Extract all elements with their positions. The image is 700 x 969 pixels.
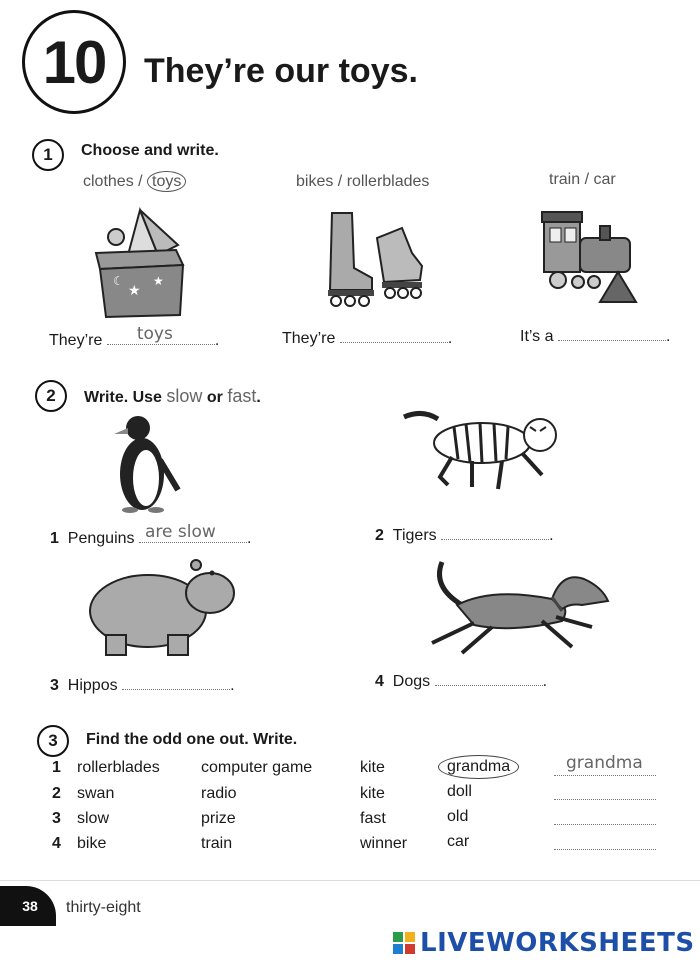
answer-field-row-3[interactable] (554, 810, 656, 825)
hippo-illustration (72, 555, 237, 660)
tiger-illustration (402, 405, 567, 495)
exercise-1-instruction: Choose and write. (81, 142, 219, 159)
sentence-3: It’s a . (520, 328, 671, 345)
svg-text:★: ★ (153, 274, 164, 288)
answer-field-row-4[interactable] (554, 835, 656, 850)
answer-field-penguins[interactable]: are slow (139, 528, 247, 543)
answer-field-2[interactable] (340, 328, 448, 343)
sentence-2: They’re . (282, 330, 453, 347)
page-number-badge: 38 (0, 886, 56, 926)
svg-text:☾: ☾ (113, 274, 124, 288)
sentence-penguins: 1 Penguins are slow . (50, 522, 252, 547)
unit-number-badge (22, 10, 126, 114)
liveworksheets-logo-text[interactable]: LIVEWORKSHEETS (420, 928, 695, 958)
liveworksheets-logo-icon (393, 932, 415, 954)
circled-word: grandma (438, 755, 519, 779)
page-number-words: thirty-eight (66, 899, 141, 916)
sentence-tigers: 2 Tigers . (375, 527, 554, 544)
choice-pair-3: train / car (549, 171, 616, 188)
exercise-3-instruction: Find the odd one out. Write. (86, 731, 298, 748)
circled-choice: toys (147, 171, 186, 192)
sentence-dogs: 4 Dogs . (375, 673, 548, 690)
answer-field-row-2[interactable] (554, 785, 656, 800)
answer-field-tigers[interactable] (441, 525, 549, 540)
toy-box-illustration (88, 205, 188, 320)
rollerblades-illustration (322, 208, 432, 308)
exercise-2-instruction: Write. Use slow or fast. (84, 386, 261, 406)
exercise-number-2: 2 (35, 380, 67, 412)
sentence-hippos: 3 Hippos . (50, 677, 235, 694)
answer-field-1[interactable]: toys (107, 330, 215, 345)
sentence-1: They’re toys . (49, 324, 220, 349)
exercise-number-1: 1 (32, 139, 64, 171)
page-title: They’re our toys. (144, 52, 418, 90)
penguin-illustration (100, 410, 190, 518)
answer-field-hippos[interactable] (122, 675, 230, 690)
exercise-number-3: 3 (37, 725, 69, 757)
answer-field-dogs[interactable] (435, 671, 543, 686)
dog-illustration (402, 557, 614, 662)
choice-pair-1: clothes / toys (83, 173, 186, 191)
answer-field-3[interactable] (558, 326, 666, 341)
unit-number: 10 (42, 28, 106, 96)
answer-field-row-1[interactable]: grandma (554, 761, 656, 776)
svg-text:★: ★ (128, 282, 141, 298)
toy-train-illustration (538, 208, 638, 308)
choice-pair-2: bikes / rollerblades (296, 173, 430, 190)
